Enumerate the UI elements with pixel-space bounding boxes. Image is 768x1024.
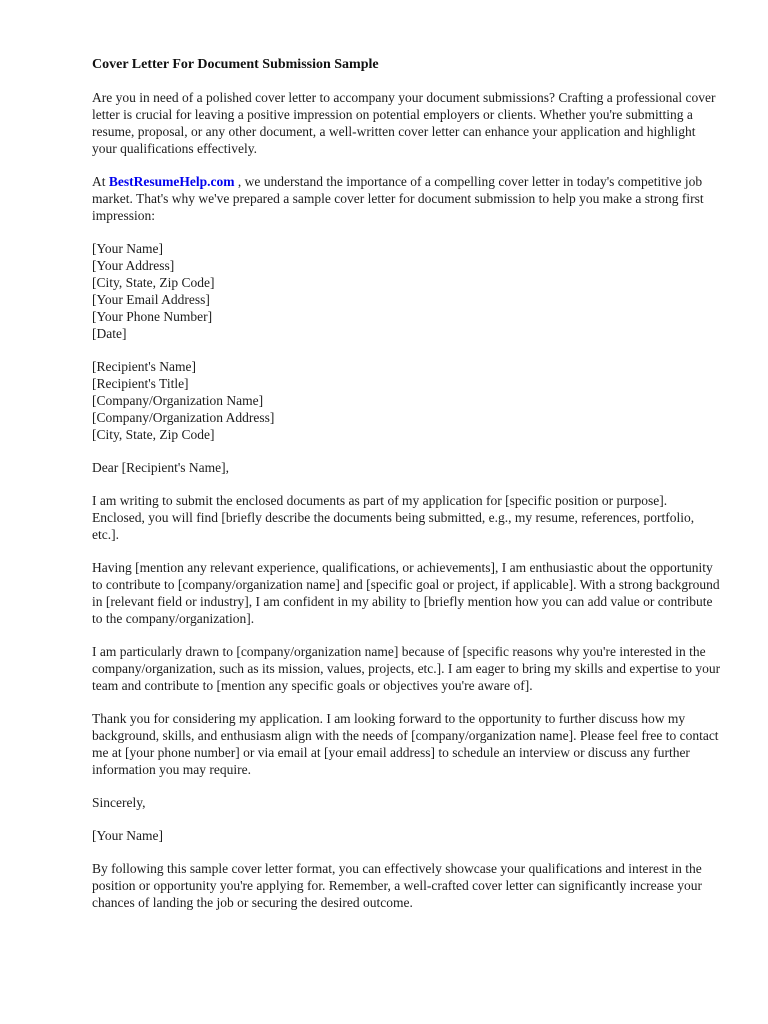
recipient-line-org-name: [Company/Organization Name] (92, 393, 264, 408)
sender-line-city: [City, State, Zip Code] (92, 275, 215, 290)
recipient-line-org-address: [Company/Organization Address] (92, 410, 275, 425)
brand-paragraph-suffix: , we understand the importance of a compelling cover letter in today's competitive job market. That's why we've prepared a sample cover letter for document submission to help you make a strong first impression: (92, 174, 704, 223)
recipient-line-title: [Recipient's Title] (92, 376, 189, 391)
sender-block (92, 240, 722, 342)
brand-paragraph (92, 173, 722, 224)
salutation: Dear [Recipient's Name], (92, 460, 229, 475)
signature: [Your Name] (92, 828, 163, 843)
sender-line-email: [Your Email Address] (92, 292, 210, 307)
recipient-line-name: [Recipient's Name] (92, 359, 197, 374)
outro-paragraph: By following this sample cover letter format, you can effectively showcase your qualifications and interest in the position or opportunity you're applying for. Remember, a well-crafted cover letter can significantly increase your chances of landing the job or securing the desired outcome. (92, 861, 702, 910)
recipient-block (92, 358, 722, 443)
body-paragraph-2: Having [mention any relevant experience, qualifications, or achievements], I am enthusiastic about the opportunity to contribute to [company/organization name] and [specific goal or project, if applicable]. With a strong background in [relevant field or industry], I am confident in my ability to [briefly mention how you can add value or contribute to the company/organization]. (92, 560, 720, 626)
document-title: Cover Letter For Document Submission Sample (92, 57, 379, 72)
body-paragraph-3: I am particularly drawn to [company/organization name] because of [specific reasons why you're interested in the company/organization, such as its mission, values, projects, etc.]. I am eager to bring my skills and expertise to your team and contribute to [mention any specific goals or objectives you're aware of]. (92, 644, 721, 693)
recipient-line-city: [City, State, Zip Code] (92, 427, 215, 442)
sender-line-name: [Your Name] (92, 241, 163, 256)
intro-paragraph: Are you in need of a polished cover letter to accompany your document submissions? Crafting a professional cover letter is crucial for leaving a positive impression on potential employers or clients. Whether you're submitting a resume, proposal, or any other document, a well-written cover letter can enhance your application and highlight your qualifications effectively. (92, 90, 716, 156)
body-paragraph-4: Thank you for considering my application. I am looking forward to the opportunity to further discuss how my background, skills, and enthusiasm align with the needs of [company/organization name]. Please feel free to contact me at [your phone number] or via email at [your email address] to schedule an interview or discuss any further information you may require. (92, 711, 719, 777)
sender-line-date: [Date] (92, 326, 127, 341)
brand-paragraph-prefix: At (92, 174, 109, 189)
closing: Sincerely, (92, 795, 146, 810)
sender-line-address: [Your Address] (92, 258, 175, 273)
body-paragraph-1: I am writing to submit the enclosed documents as part of my application for [specific position or purpose]. Enclosed, you will find [briefly describe the documents being submitted, e.g., my resume, references, portfolio, etc.]. (92, 493, 695, 542)
bestresumehelp-link[interactable]: BestResumeHelp.com (108, 174, 235, 189)
sender-line-phone: [Your Phone Number] (92, 309, 213, 324)
